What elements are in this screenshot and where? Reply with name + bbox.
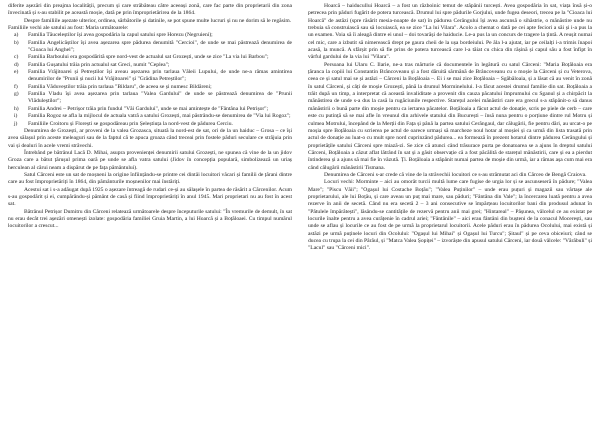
list-item: e) Familia Vrăjitoarei și Petreștilor își aveau așezarea prin tarlaua Văleii Lupului, de unde ne-a rămas amintirea denumirilor de "Prunii și nucii lui Vrăjitoarei" și "Grădina Petreștilor"; [14, 69, 292, 83]
list-heading: Familiile vechi ale satului au fost: Maria următoarele: [8, 25, 129, 32]
body-paragraph: Acestui sat i s-a adăugat după 1925 o așezare întreagă de rudari ce-și au sălașele în partea de răsărit a Cărcenilor. Acum s-au gospodărit și ei, cumpărându-și pământ de casă și fiind împroprietăriți în anul 1945. Mari proprietari nu au fost în acest sat. [8, 186, 292, 208]
list-item: f) Familia Văduveștilor trăia prin tarlaua "Bildaru", de aceea se și numesc Bildăreni; [14, 83, 212, 90]
intro-paragraph-2: Despre familiile așezate ulterior, ordinea, sărbătorile și datinile, se pot spune multe lucruri și nu ne dorim să le regăsim. [24, 17, 292, 24]
list-item: b) Familia Angelicăștilor își avea așezarea spre pădurea denumită "Cercioi", de unde se mai păstrează denumirea de "Cioaca lui Anghel"; [14, 39, 292, 54]
body-paragraph: Întrebând pe bătrânul Lacă D. Mihai, asupra provenienței denumirii satului Grozești, ne spunea că vine de la un jidov Groza care a bătut țărușul prima oară pe unde se afla vatra satului (Jidov în concepția populară, simbolizează un uriaș herculean al cărui neam a dispărut de pe fața pământului). [8, 149, 292, 171]
list-item: g) Familia Vladu își avea așezarea prin tarlaua "Valea Gardului" de unde se păstrează denumirea de "Prunii Vlăduleștilor"; [14, 91, 292, 105]
body-paragraph: Locuri vechi: Morminte – aici au omorât turcii multă lume care fugise de urgia lor și se ascunseseră în pădure; "Valea Mare"; "Piscu Văii"; "Ogașul lui Costache Boțău"; "Valea Puținilor" – unde erau puțuri și magazii sau vârtașe ale proprietarului, ale lui Boțău, și care aveau un puț mai mare, sau păduri; "Fântâna din Vale"; la încercarea luată pentru a avea rezerve în anii de secetă. Când nu era secetă 2 – 3 ani consecutive se împărțeau locuitorilor bani din produsul adunat în "Pătulele împărătești", lăsându-se cantitățile de rezervă pentru anii mai grei; "Hintareal" – Pășunea, vâlcelul ce au existat pe locurile înalte pentru a avea curățenie în cadrul ariei; "Fântânile" – aici erau fântâni din bușteni de la conacul Mocerești, sau unde se aflau și locurile ce au fost de pe urmă la proprietarul locuitorii. Acele păduri erau în pădurea Ocolului, mai există și astăzi pe urmă puținele locuri din Ocolului: "Ogașul lui Mihai" și Ogașul lui Turcu"; Șitaul" și pe ceva obiceiuri; când se ducea cu trupa la cei din Pârăul, și "Matca Valea Șopiței" – izvorâște din apusul satului Cărceni, iar două vâlcele: "Vărăbuli" și "Lacul" sau "Cărceni mici". [308, 179, 592, 252]
body-paragraph: Hoarcă – haiducullui Hoarcă – a fost un războinic temut de stăpânii turcești. Avea gospodăria în sat, viața însă și-o petrecea prin păduri fugărit de potera turcească. Drumul lui spre pădurile Gorjului, unde fugea deseori, trecea pe la "Cioaca lui Hoarcă" de astăzi (spre răsărit mesia-noapte de sat) în pădurea Cerăngului își avea ascunsă o sihăstrie, o mănăstire unde nu trebuia să construiască sau să locuiască, ea se zice "La lui Vilara". Acolo a chemat o dată pe cei apte feciori a săi și i-a pus la un examen. Voia să îi aleagă dintre ei unul – doi tovarăși de haiducie. Le-a pus la un concurs de tragere la țintă. A reușit numai cel mic, care a izbutit să nimerească drept pe gaura cheii de la ușa bordeiului. Pe ăla l-a ajutat, iar pe ceilalți i-a trimis înapoi acasă, la muncă. A sfârșit prin să fie prins de potera turcească care l-a tăiat cu chica din rășină și capul său a fost înfipt în vârful gardului de la via lui "Vilara". [308, 3, 592, 61]
body-paragraph: Satul Cărceni este un sat de moșneni la origine înființându-se printre cei dintâi locuitori văcari și familii de țărani dintre care au fost împroprietăriți în 1864, din pământurile moșnenilor mai înstăriți. [8, 171, 292, 186]
body-paragraph: Persoana lui Ularu C. Ilarie, ne-a tras mărturie că documentele în legătură cu satul Cărceni: "Maria Boțăloaia era țăranca la copiii lui Constantin Brâncoveanu și a fost dăruită sărmănă de Brâncoveanu cu o moșie la Cărceni și cu Veterova, ceea ce și satul mai se și astăzi – Cărceni la Boțăloaia –. Ei i se mai zice Boțăloaia – Sgăbăloaia, și a lăsat că au venit în zonă în satul Cărceni, și câți de moșie Grozești, până la drumul Morminelului. I-a făcut acestei drumul familie din sat. Boțăloaia a trăit după un timp, a interpretat că această invaliditate a provenit din cauza păcatului împrumului cu Sganul și a chirpăcit la mănăstirea de unde s-a dus la casă la rugăciunile respective. Starețul acelei mănăstiri care era grecul s-a stăpânit-o să danus mănăstirii o bună parte din moșie pentru ca iertarea păcatelor. Boțăloaia a făcut actul de donație, scris pe piele de cerb – care este cu putință să se mai afle în vreunul din arhivele statului din București – însă nuna pentru o porțiune dintre rul Motru și culmea Motrului, începând de la Merții din Fața și până la partea satului Cerăngaul, dar călugării, fie pentru dări, au urcat-o pe moșia spre Boțăloaia cu scrierea pe actul de oarece urmași să marcheze noul hotar al moșiei și ca urmă din lista trasată prin actul de donație au luat-o cu mult spre nord cuprinzând pădurea... ea formează în prezent hotarul dintre pădurea Cerăngului și proprietățile satului Cărceni spre miază-zi. Se zice că atunci când trăsurace purta pe donatoarea se a ajuns în dreptul satului Cărceni, Boțăloaia a căzut aflat lătrând în sat și a găsit observație că a fost păcălită de starețul mănăstirii, care și ea a pierdut întinderea și a ajuns să mai fie în văzută. Ți. Boțăloaia a stăpânit numai partea de moșie din urmă, iar a rămas așa cum mai era când călugării mănăstirii Tismana. [308, 61, 592, 171]
list-item: h) Familia Andrei – Petrișor trăia prin fundul "Văi Gardului", unde se mai amintește de "Fântâna lui Petrișor"; [14, 105, 269, 112]
list-item: i) Familia Rogoz se afla la mijlocul de actuala vatră a satului Grozești, mai păstrându-se denumirea de "Via lui Rogoz"; [14, 113, 291, 120]
list-item: d) Familia Gușatului trăia prin actualul sat Greci, numit "Ceplea"; [14, 61, 170, 68]
intro-paragraph: diferite așezări din preajma localității, precum și care străbăteau către aceeași zonă, care fac parte din proprietarii din zona învecinată și s-au stabilit pe această moșie, dată pe prin împroprietărirea de la 1864. [8, 3, 292, 17]
list-item: a) Familia Tăuceleștilor își avea gospodăria la capul satului spre Horezu (Negruieni); [14, 32, 213, 39]
list-item: c) Familia Barboului era gospodărită spre nord-vest de actualul sat Grozești, unde se zice "La via lui Barbou"; [14, 54, 269, 61]
list-item: j) Familiile Croitoru și Florești se gospodăreau prin Șeleștiuța la nord-vest de pădurea Cerciu. [14, 120, 233, 127]
left-column [8, 3, 292, 424]
body-paragraph: Denumirea de Grozești, ar proveni de la valea Grozasca, situată la nord-est de sat, ori de la un haiduc – Grosa – ce își avea sălașul prin aceste meleaguri sau de la faptul că te apuca groaza când treceai prin fostele păduri seculare ce străjuia prin vai și dealuri în acele vremi străvechi. [8, 127, 292, 149]
right-column [308, 3, 592, 424]
body-paragraph: Bătrânul Petrișor Dumitru din Cărceni relatează următoarele despre începuturile satului: "În vremurile de demult, în sat nu erau decât trei așezări omenești izolate: gospodăria familiei Gruia Martin, a lui Hoarcă și a Boțăloaei. Cu timpul numărul locuitorilor a crescut... [8, 208, 292, 230]
body-paragraph: Denumirea de Cărceni s-ar crede că vine de la străvechii locuitori ce s-au strămutat aci din Cărceo de Bengă Craiova. [324, 171, 587, 178]
